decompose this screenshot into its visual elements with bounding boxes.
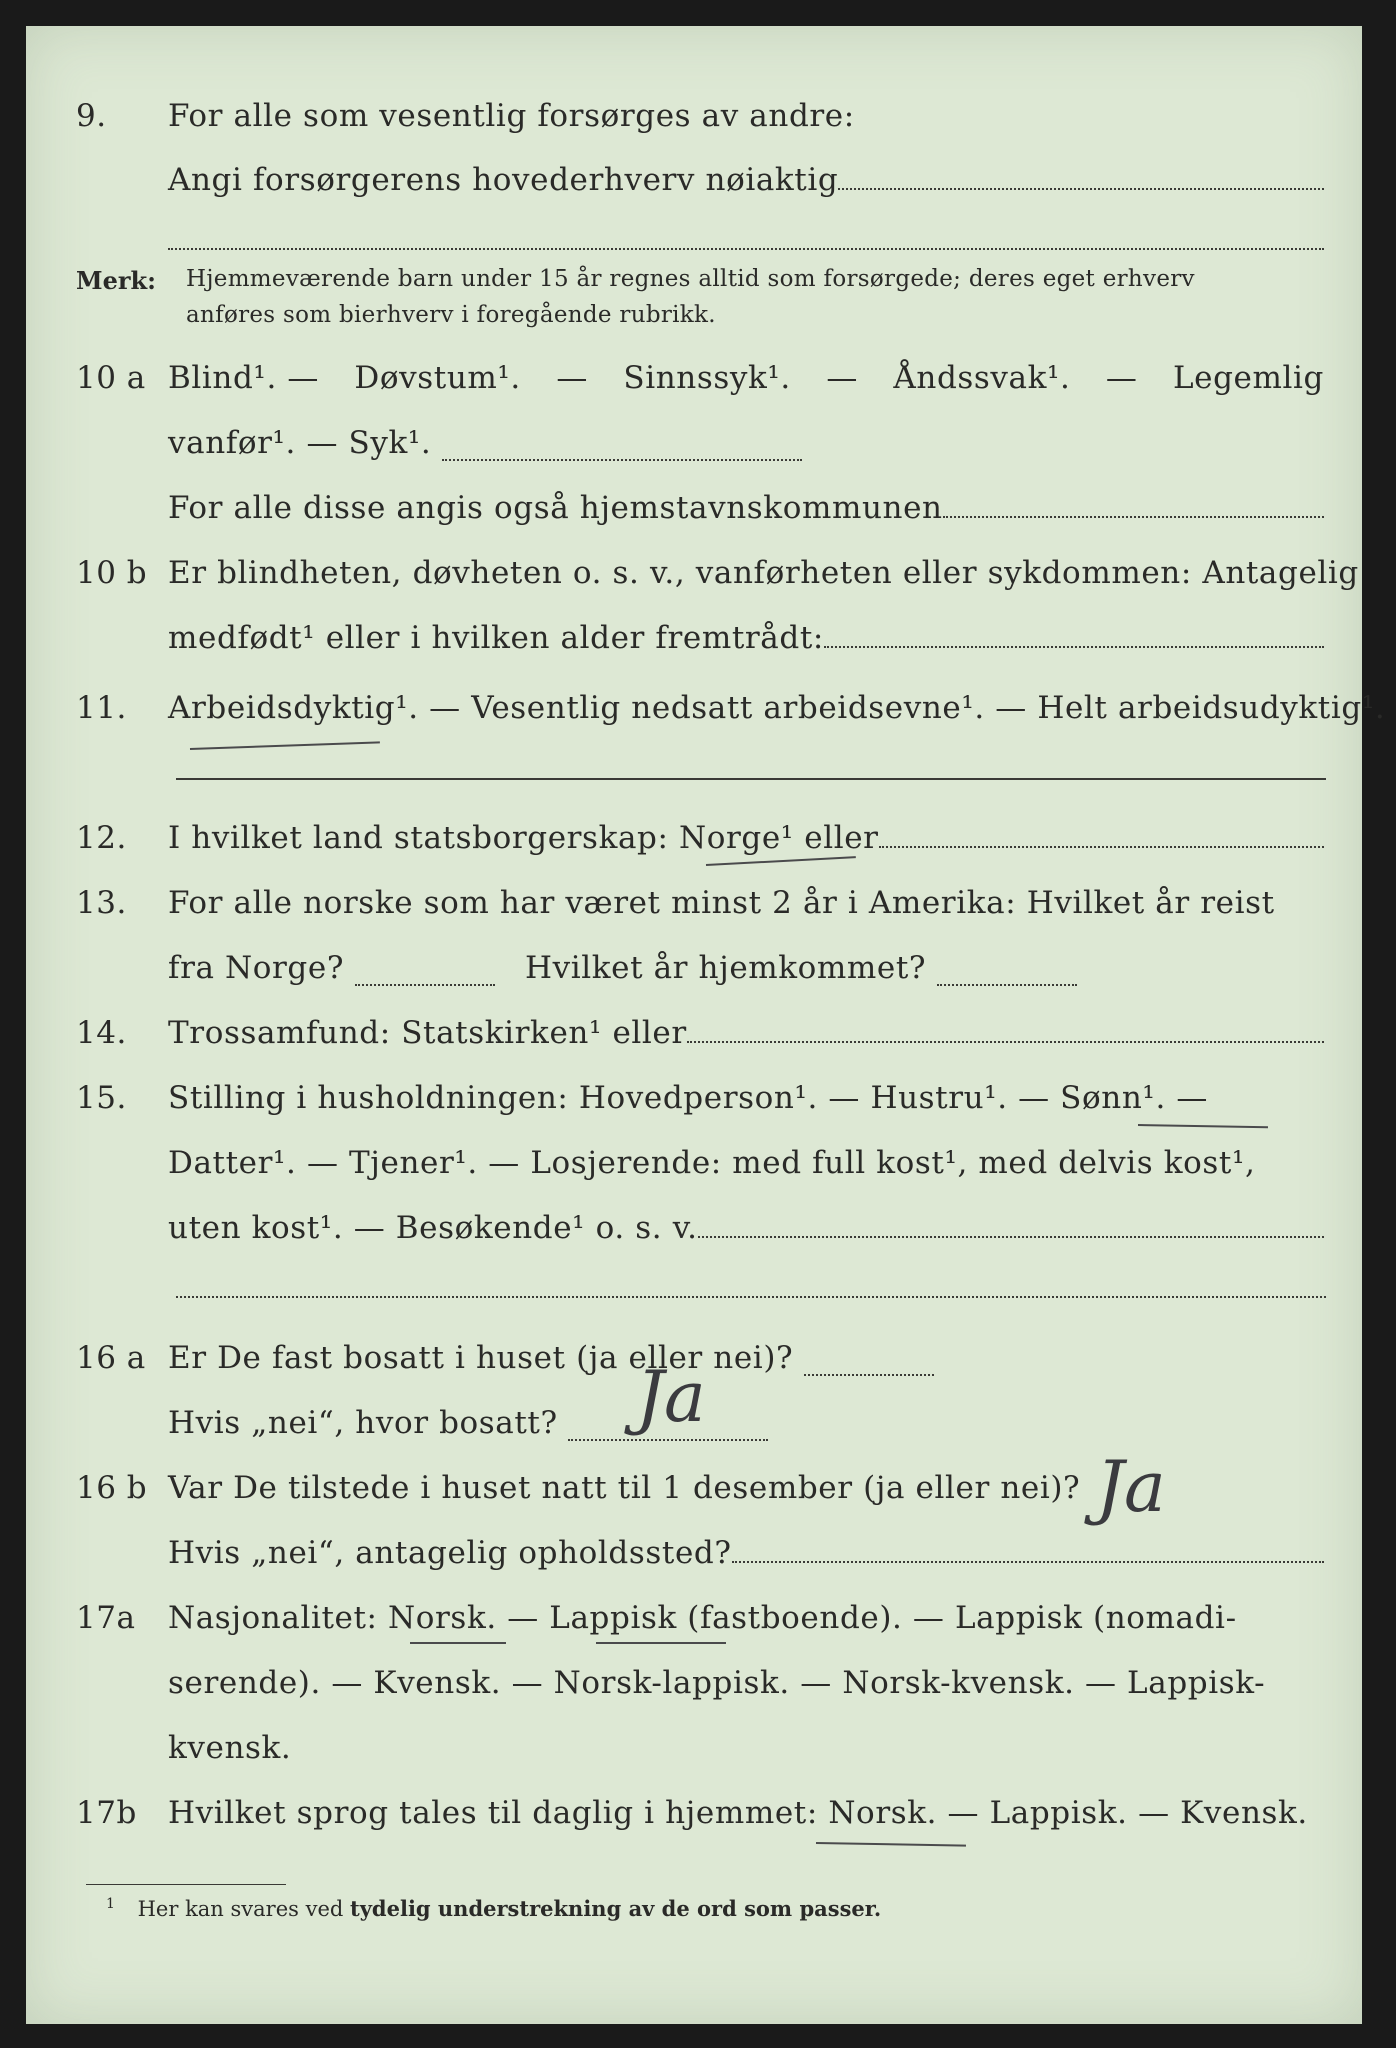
question-text: Stilling i husholdningen: Hovedperson¹. — Hustru¹. — Sønn¹. —	[168, 1080, 1208, 1116]
handwritten-underline	[190, 741, 380, 750]
question-text: Nasjonalitet: Norsk. — Lappisk (fastboende). — Lappisk (nomadi-	[168, 1600, 1237, 1636]
question-number: 16 a	[76, 1340, 146, 1376]
question-number: 10 a	[76, 360, 146, 396]
question-text: I hvilket land statsborgerskap: Norge¹ eller	[168, 820, 879, 856]
answer-field[interactable]	[355, 958, 495, 986]
handwritten-underline	[410, 1642, 506, 1644]
answer-field[interactable]	[937, 958, 1077, 986]
handwritten-answer: Ja	[636, 1356, 706, 1438]
question-number: 14.	[76, 1015, 127, 1051]
question-10a	[26, 356, 1362, 406]
footnote-text: Her kan svares ved	[137, 1897, 344, 1921]
question-15-line2	[26, 1141, 1362, 1191]
note-label: Merk:	[76, 266, 156, 295]
answer-line[interactable]	[176, 1296, 1326, 1298]
question-text: Angi forsørgerens hovederhverv nøiaktig	[168, 162, 839, 198]
question-text: For alle disse angis også hjemstavnskommunen	[168, 490, 943, 526]
dash: —	[826, 360, 858, 396]
answer-field[interactable]	[698, 1210, 1324, 1238]
answer-line[interactable]	[176, 778, 1326, 780]
question-text: Hvilket sprog tales til daglig i hjemmet: Norsk. — Lappisk. — Kvensk.	[168, 1795, 1308, 1831]
question-9-line2	[26, 158, 1362, 208]
question-text: For alle norske som har været minst 2 år i Amerika: Hvilket år reist	[168, 885, 1275, 921]
question-number: 15.	[76, 1080, 127, 1116]
answer-field[interactable]	[943, 490, 1324, 518]
dash: —	[1105, 360, 1138, 396]
question-text: Arbeidsdyktig¹. — Vesentlig nedsatt arbeidsevne¹. — Helt arbeidsudyktig¹.	[168, 690, 1386, 726]
note-text: anføres som bierhverv i foregående rubrikk.	[186, 302, 716, 328]
question-12	[26, 816, 1362, 866]
question-11	[26, 686, 1386, 736]
question-text: Er De fast bosatt i huset (ja eller nei)?	[168, 1340, 794, 1376]
question-text: uten kost¹. — Besøkende¹ o. s. v.	[168, 1210, 698, 1246]
question-10b	[26, 551, 1362, 601]
question-text: For alle som vesentlig forsørges av andre:	[168, 98, 855, 134]
question-9	[26, 94, 1362, 144]
question-number: 9.	[76, 98, 107, 134]
question-text: medfødt¹ eller i hvilken alder fremtrådt:	[168, 620, 824, 656]
handwritten-underline	[816, 1842, 966, 1847]
question-15	[26, 1076, 1362, 1126]
footnote-mark: 1	[106, 1896, 115, 1912]
question-text: fra Norge?	[168, 950, 345, 986]
option-blind[interactable]: Blind¹. —	[168, 360, 319, 396]
question-13	[26, 881, 1362, 931]
option-andssvak[interactable]: Åndssvak¹.	[893, 360, 1071, 396]
answer-field[interactable]	[838, 162, 1324, 190]
question-text: Er blindheten, døvheten o. s. v., vanførheten eller sykdommen: Antagelig	[168, 555, 1359, 591]
question-17b	[26, 1791, 1362, 1841]
question-text: Trossamfund: Statskirken¹ eller	[168, 1015, 687, 1051]
question-text: Hvis „nei“, antagelig opholdssted?	[168, 1535, 732, 1571]
question-number: 12.	[76, 820, 127, 856]
dash: —	[556, 360, 588, 396]
answer-field[interactable]	[879, 820, 1324, 848]
question-number: 11.	[76, 690, 127, 726]
option-legemlig[interactable]: Legemlig	[1172, 360, 1324, 396]
question-16b-line2	[26, 1531, 1362, 1581]
answer-field[interactable]	[442, 433, 802, 461]
answer-field[interactable]	[804, 1348, 934, 1376]
question-17a-line3	[26, 1726, 1362, 1776]
question-text: Hvis „nei“, hvor bosatt?	[168, 1405, 558, 1441]
answer-field[interactable]	[824, 620, 1324, 648]
question-number: 10 b	[76, 555, 148, 591]
question-17a	[26, 1596, 1362, 1646]
footnote-rule	[86, 1884, 286, 1885]
handwritten-answer: Ja	[1096, 1446, 1166, 1528]
option-sinnssyk[interactable]: Sinnssyk¹.	[623, 360, 791, 396]
question-text: serende). — Kvensk. — Norsk-lappisk. — Norsk-kvensk. — Lappisk-	[168, 1665, 1266, 1701]
census-form-page	[26, 26, 1386, 2024]
option-vanfor-syk[interactable]: vanfør¹. — Syk¹.	[168, 425, 432, 461]
question-text: kvensk.	[168, 1730, 292, 1766]
answer-field[interactable]	[687, 1015, 1324, 1043]
question-number: 17b	[76, 1795, 137, 1831]
note-block	[26, 266, 1362, 346]
question-number: 13.	[76, 885, 127, 921]
question-10a-line2	[26, 421, 1362, 471]
question-10b-line2	[26, 616, 1362, 666]
question-number: 17a	[76, 1600, 136, 1636]
answer-line[interactable]	[168, 248, 1324, 250]
question-17a-line2	[26, 1661, 1362, 1711]
footnote-text-bold: tydelig understrekning av de ord som passer.	[350, 1896, 882, 1921]
question-15-line3	[26, 1206, 1362, 1256]
question-text: Datter¹. — Tjener¹. — Losjerende: med full kost¹, med delvis kost¹,	[168, 1145, 1256, 1181]
question-10a-line3	[26, 486, 1362, 536]
footnote	[106, 1896, 881, 1921]
option-dovstum[interactable]: Døvstum¹.	[354, 360, 521, 396]
question-13-line2	[26, 946, 1362, 996]
question-text: Hvilket år hjemkommet?	[524, 950, 927, 986]
handwritten-underline	[596, 1642, 726, 1644]
answer-field[interactable]	[732, 1535, 1324, 1563]
question-number: 16 b	[76, 1470, 148, 1506]
note-text: Hjemmeværende barn under 15 år regnes alltid som forsørgede; deres eget erhverv	[186, 266, 1195, 292]
question-text: Var De tilstede i huset natt til 1 desember (ja eller nei)?	[168, 1470, 1081, 1506]
question-14	[26, 1011, 1362, 1061]
